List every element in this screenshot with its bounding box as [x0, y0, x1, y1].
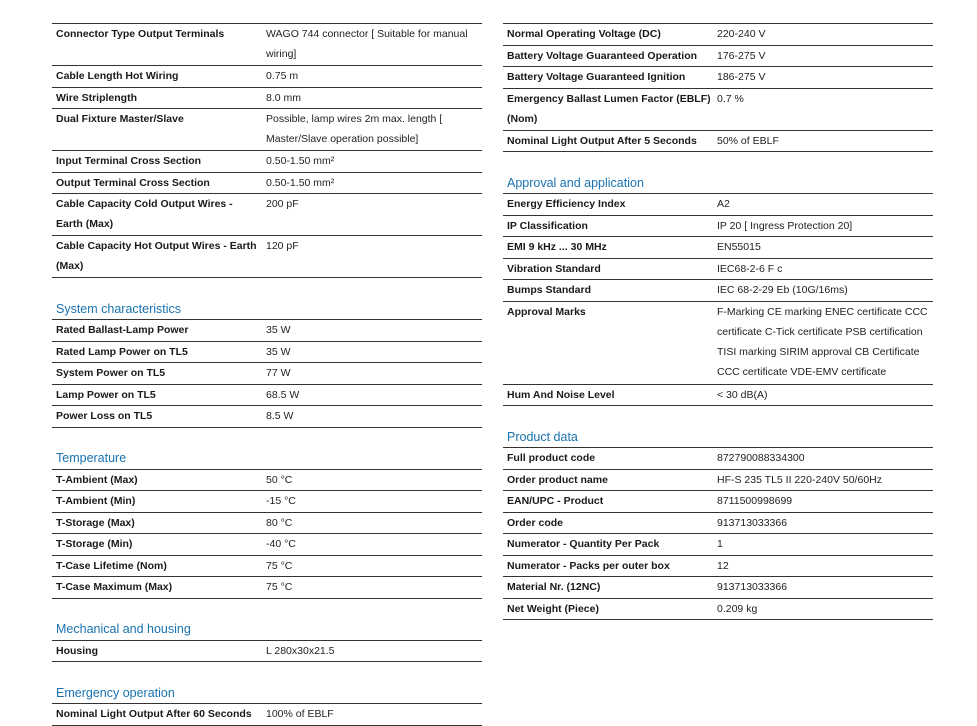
spec-row-ean-upc-product	[503, 491, 933, 513]
spec-label: Bumps Standard	[507, 284, 592, 297]
spec-value: IP 20 [ Ingress Protection 20]	[717, 219, 853, 232]
spec-row-net-weight-piece	[503, 599, 933, 621]
spec-label: Cable Length Hot Wiring	[56, 70, 179, 83]
spec-value: -40 °C	[266, 538, 296, 551]
spec-label: Nominal Light Output After 5 Seconds	[507, 134, 697, 147]
spec-value: 0.50-1.50 mm²	[266, 155, 335, 168]
spec-value: 1	[717, 538, 723, 551]
spec-value: -15 °C	[266, 495, 296, 508]
spec-value: 200 pF	[266, 198, 299, 210]
spec-value: 913713033366	[717, 581, 788, 594]
spec-label: T-Storage (Min)	[56, 538, 133, 551]
spec-label: Lamp Power on TL5	[56, 388, 156, 401]
spec-row-full-product-code	[503, 448, 933, 470]
spec-label: T-Storage (Max)	[56, 516, 135, 529]
spec-label: System Power on TL5	[56, 367, 166, 380]
spec-row-wire-striplength	[52, 88, 482, 110]
spec-row-emi-9-khz-30-mhz	[503, 237, 933, 259]
spec-row-rated-ballast-lamp-power	[52, 320, 482, 342]
spec-value: 0.209 kg	[717, 602, 758, 615]
spec-value: 75 °C	[266, 581, 293, 594]
right-spec-column	[503, 23, 933, 620]
spec-row-input-terminal-cross-section	[52, 151, 482, 173]
spec-label: Full product code	[507, 452, 596, 465]
spec-label: Connector Type Output Terminals	[56, 28, 225, 40]
spec-row-emergency-ballast-lumen-factor-eblf-nom	[503, 89, 933, 131]
spec-value: 186-275 V	[717, 71, 766, 84]
spec-value: 77 W	[266, 367, 291, 380]
spec-label: IP Classification	[507, 219, 588, 232]
spec-value: 872790088334300	[717, 452, 805, 465]
spec-row-nominal-light-output-after-5-seconds	[503, 131, 933, 153]
spec-value: 176-275 V	[717, 49, 766, 62]
spec-label: Hum And Noise Level	[507, 388, 615, 401]
section-title-mechanical-and-housing: Mechanical and housing	[52, 619, 482, 641]
spec-value: WAGO 744 connector [ Suitable for manual wiring]	[266, 28, 468, 60]
spec-value: 75 °C	[266, 559, 293, 572]
spec-label: Wire Striplength	[56, 91, 137, 104]
spec-label: Battery Voltage Guaranteed Ignition	[507, 71, 686, 84]
spec-value: 0.75 m	[266, 70, 299, 83]
spec-label: EMI 9 kHz ... 30 MHz	[507, 241, 607, 254]
spec-row-numerator-quantity-per-pack	[503, 534, 933, 556]
spec-value: Possible, lamp wires 2m max. length [ Master/Slave operation possible]	[266, 113, 443, 145]
spec-row-cable-capacity-cold-output-wires-earth-max	[52, 194, 482, 236]
spec-value: 12	[717, 559, 729, 572]
spec-row-output-terminal-cross-section	[52, 173, 482, 195]
section-title-approval-and-application: Approval and application	[503, 173, 933, 195]
spec-value: 100% of EBLF	[266, 708, 334, 721]
spec-row-dual-fixture-master-slave	[52, 109, 482, 151]
spec-value: 8.0 mm	[266, 91, 302, 104]
spec-value: A2	[717, 198, 730, 211]
spec-row-order-product-name	[503, 470, 933, 492]
spec-value: 68.5 W	[266, 388, 300, 401]
spec-value: 35 W	[266, 324, 291, 337]
spec-value: 50 °C	[266, 473, 293, 486]
spec-row-battery-voltage-guaranteed-operation	[503, 46, 933, 68]
spec-row-t-case-maximum-max	[52, 577, 482, 599]
spec-label: Cable Capacity Hot Output Wires - Earth (Max)	[56, 240, 257, 272]
spec-label: Order code	[507, 516, 564, 529]
spec-label: T-Ambient (Min)	[56, 495, 136, 508]
spec-value: L 280x30x21.5	[266, 644, 335, 657]
spec-label: Material Nr. (12NC)	[507, 581, 601, 594]
spec-label: Normal Operating Voltage (DC)	[507, 28, 661, 41]
spec-value: 80 °C	[266, 516, 293, 529]
spec-row-approval-marks	[503, 302, 933, 385]
spec-label: Power Loss on TL5	[56, 410, 153, 423]
section-title-product-data: Product data	[503, 427, 933, 449]
spec-row-cable-length-hot-wiring	[52, 66, 482, 88]
spec-label: Order product name	[507, 473, 608, 486]
spec-row-t-storage-min	[52, 534, 482, 556]
spec-row-order-code	[503, 513, 933, 535]
spec-value: 8.5 W	[266, 410, 294, 423]
spec-label: Energy Efficiency Index	[507, 198, 626, 211]
spec-label: Battery Voltage Guaranteed Operation	[507, 49, 698, 62]
spec-label: EAN/UPC - Product	[507, 495, 604, 508]
spec-label: T-Ambient (Max)	[56, 473, 138, 486]
spec-row-normal-operating-voltage-dc	[503, 23, 933, 46]
spec-label: Emergency Ballast Lumen Factor (EBLF) (Nom)	[507, 92, 711, 125]
spec-label: T-Case Lifetime (Nom)	[56, 559, 167, 572]
spec-value: IEC68-2-6 F c	[717, 262, 783, 275]
spec-label: Dual Fixture Master/Slave	[56, 113, 184, 125]
spec-row-t-ambient-max	[52, 470, 482, 492]
spec-label: Rated Lamp Power on TL5	[56, 345, 188, 358]
spec-value: 220-240 V	[717, 28, 766, 41]
spec-row-material-nr-12nc	[503, 577, 933, 599]
spec-row-connector-type-output-terminals	[52, 23, 482, 66]
spec-row-t-case-lifetime-nom	[52, 556, 482, 578]
spec-value: 8711500998699	[717, 495, 793, 508]
spec-row-energy-efficiency-index	[503, 194, 933, 216]
spec-value: 0.7 %	[717, 92, 744, 105]
spec-value: IEC 68-2-29 Eb (10G/16ms)	[717, 284, 848, 297]
spec-value: F-Marking CE marking ENEC certificate CCC certificate C-Tick certificate PSB certification TISI marking SIRIM approval CB Certificate CCC certificate VDE-EMV certificate	[717, 305, 928, 378]
spec-label: Numerator - Quantity Per Pack	[507, 538, 660, 551]
spec-label: Nominal Light Output After 60 Seconds	[56, 708, 252, 721]
spec-label: Cable Capacity Cold Output Wires - Earth (Max)	[56, 198, 233, 230]
spec-row-lamp-power-on-tl5	[52, 385, 482, 407]
spec-row-ip-classification	[503, 216, 933, 238]
spec-label: Input Terminal Cross Section	[56, 155, 202, 168]
spec-label: Rated Ballast-Lamp Power	[56, 324, 189, 337]
spec-row-power-loss-on-tl5	[52, 406, 482, 428]
spec-label: Vibration Standard	[507, 262, 601, 275]
spec-row-rated-lamp-power-on-tl5	[52, 342, 482, 364]
spec-row-housing	[52, 641, 482, 663]
spec-row-battery-voltage-guaranteed-ignition	[503, 67, 933, 89]
spec-label: Net Weight (Piece)	[507, 602, 599, 615]
spec-row-bumps-standard	[503, 280, 933, 302]
spec-row-numerator-packs-per-outer-box	[503, 556, 933, 578]
spec-row-cable-capacity-hot-output-wires-earth-max	[52, 236, 482, 278]
spec-label: T-Case Maximum (Max)	[56, 581, 173, 594]
spec-value: 0.50-1.50 mm²	[266, 176, 335, 189]
spec-row-vibration-standard	[503, 259, 933, 281]
spec-label: Housing	[56, 644, 98, 657]
spec-value: 120 pF	[266, 240, 299, 252]
section-title-emergency-operation: Emergency operation	[52, 683, 482, 705]
spec-row-t-storage-max	[52, 513, 482, 535]
spec-value: EN55015	[717, 241, 761, 254]
spec-row-t-ambient-min	[52, 491, 482, 513]
spec-value: < 30 dB(A)	[717, 388, 768, 401]
spec-value: HF-S 235 TL5 II 220-240V 50/60Hz	[717, 473, 882, 486]
left-spec-column	[52, 23, 482, 726]
section-title-temperature: Temperature	[52, 448, 482, 470]
spec-label: Output Terminal Cross Section	[56, 176, 210, 189]
spec-value: 913713033366	[717, 516, 788, 529]
spec-label: Numerator - Packs per outer box	[507, 559, 670, 572]
section-title-system-characteristics: System characteristics	[52, 299, 482, 321]
spec-value: 35 W	[266, 345, 291, 358]
spec-row-hum-and-noise-level	[503, 385, 933, 407]
spec-row-system-power-on-tl5	[52, 363, 482, 385]
spec-label: Approval Marks	[507, 305, 586, 318]
spec-value: 50% of EBLF	[717, 134, 779, 147]
